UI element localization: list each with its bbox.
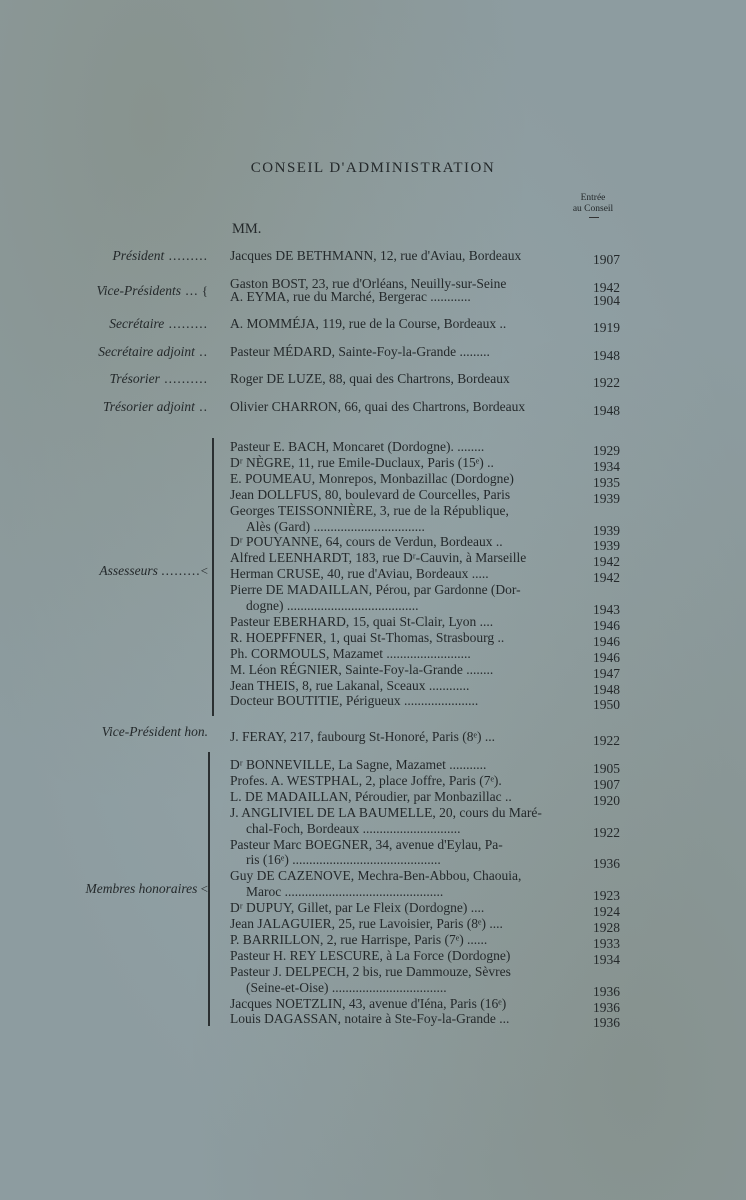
entry-year: 1922 (593, 733, 620, 748)
member-address: , Mechra-Ben-Abbou, Chaouia, (350, 868, 522, 884)
member-name: Dʳ DUPUY (230, 900, 291, 916)
member-address: , 25, rue Lavoisier, Paris (8ᵉ) .... (331, 916, 503, 931)
column-header-line1: Entrée (580, 193, 606, 203)
member-address: , 80, boulevard de Courcelles, Paris (318, 486, 511, 502)
member-name: Guy DE CAZENOVE (230, 868, 351, 884)
member-address: , 12, rue d'Aviau, Bordeaux (373, 248, 522, 263)
entry-line (230, 582, 586, 597)
role-dots: ......... (164, 248, 208, 263)
member-name: Roger DE LUZE (230, 371, 323, 386)
assesseurs-bracket (212, 438, 214, 716)
member-name: Pasteur E. BACH (230, 439, 326, 454)
entry-line (230, 964, 586, 979)
member-address: , 217, faubourg St-Honoré, Paris (8ᵉ) ... (283, 729, 495, 744)
member-address: , rue du Marché, Bergerac ............ (286, 289, 471, 304)
member-name: Profes. A. WESTPHAL (230, 772, 359, 788)
entry-year: 1942 (593, 280, 620, 295)
member-name: Pasteur H. REY LESCURE (230, 947, 380, 963)
entry-year: 1942 (593, 554, 620, 570)
role-dots: ......... (164, 316, 208, 331)
member-name: A. EYMA (230, 289, 287, 304)
member-name: P. BARRILLON (230, 931, 321, 947)
entry-line (230, 900, 586, 915)
member-name: Herman CRUSE (230, 566, 321, 582)
member-name: E. POUMEAU (230, 470, 312, 486)
entry-year: 1947 (593, 665, 620, 681)
member-address: , 66, quai des Chartrons, Bordeaux (337, 399, 526, 414)
entry-year: 1922 (593, 824, 620, 840)
member-address: , Pérou, par Gardonne (Dor- (368, 582, 521, 598)
member-name: J. ANGLIVIEL DE LA BAUMELLE (230, 804, 433, 820)
entry-year: 1939 (593, 490, 620, 506)
entry-line (246, 884, 586, 899)
membres-honoraires-bracket (208, 752, 210, 1026)
page-title: CONSEIL D'ADMINISTRATION (250, 160, 496, 176)
member-name: Jean DOLLFUS (230, 486, 319, 502)
role-0 (40, 248, 208, 264)
role-label: Vice-Présidents (96, 282, 181, 298)
assesseurs-role: Assesseurs .........< (99, 563, 208, 578)
member-address: , 43, avenue d'Iéna, Paris (16ᵉ) (342, 995, 507, 1011)
entry-line (230, 916, 586, 931)
member-name: Jacques DE BETHMANN (230, 248, 374, 263)
member-address: (Seine-et-Oise) .................................. (246, 979, 447, 995)
member-name: Dʳ NÈGRE (230, 454, 292, 470)
role-4 (40, 371, 208, 387)
entry-line (230, 837, 586, 852)
member-address: , Moncaret (Dordogne). ........ (325, 439, 485, 454)
role-label: Assesseurs (99, 563, 158, 578)
entry-line (246, 852, 586, 867)
salutation: MM. (232, 221, 262, 237)
member-address: , 88, quai des Chartrons, Bordeaux (322, 371, 510, 386)
member-address: , 15, quai St-Clair, Lyon .... (345, 613, 494, 629)
member-address: , 2 bis, rue Dammouze, Sèvres (345, 963, 511, 979)
member-name: Dʳ POUYANNE (230, 534, 319, 550)
entry-line (230, 646, 586, 661)
member-address: , à La Force (Dordogne) (379, 947, 511, 963)
member-address: , Gillet, par Le Fleix (Dordogne) .... (290, 900, 485, 916)
entry-year: 1948 (593, 681, 620, 697)
member-name: Jean THEIS (230, 677, 296, 693)
role-label: Trésorier adjoint (102, 399, 195, 414)
member-name: Dʳ BONNEVILLE (230, 757, 332, 772)
entry-line (230, 693, 586, 708)
column-header-line2: au Conseil (572, 204, 614, 214)
entry-year: 1907 (593, 252, 620, 267)
member-address: , Sainte-Foy-la-Grande ......... (331, 344, 490, 359)
member-name: M. Léon RÉGNIER (230, 661, 339, 677)
member-name: Gaston BOST (230, 276, 306, 291)
column-header (560, 193, 626, 215)
entry-line (230, 503, 586, 518)
membres-honoraires-role: Membres honoraires < (85, 881, 208, 896)
member-name: Jacques NOETZLIN (230, 995, 343, 1011)
column-header-rule (589, 217, 599, 218)
entry-line (230, 371, 586, 386)
entry-year: 1919 (593, 320, 620, 335)
entry-year: 1948 (593, 403, 620, 418)
entry-year: 1939 (593, 538, 620, 554)
entry-line (230, 455, 586, 470)
entry-line (246, 980, 586, 995)
member-address: Alès (Gard) ................................. (246, 518, 425, 534)
entry-line (230, 566, 586, 581)
entry-year: 1934 (593, 458, 620, 474)
member-name: Louis DAGASSAN (230, 1011, 338, 1027)
member-name: J. FERAY (230, 729, 284, 744)
member-name: Pasteur MÉDARD (230, 344, 332, 359)
member-name: Georges TEISSONNIÈRE (230, 502, 374, 518)
member-name: A. MOMMÉJA (230, 316, 316, 331)
entry-year: 1946 (593, 617, 620, 633)
member-address: , Mazamet ......................... (326, 645, 471, 661)
entry-line (230, 550, 586, 565)
role-3 (40, 344, 208, 360)
entry-line (230, 316, 586, 331)
entry-line (230, 439, 586, 454)
entry-year: 1936 (593, 983, 620, 999)
entry-year: 1929 (593, 443, 620, 458)
role-1: Vice-Présidents ... { (96, 282, 208, 298)
member-name: Pierre DE MADAILLAN (230, 582, 369, 598)
entry-year: 1922 (593, 375, 620, 390)
entry-year: 1948 (593, 348, 620, 363)
role-2 (40, 316, 208, 332)
entry-year: 1935 (593, 474, 620, 490)
member-address: , Périgueux ...................... (339, 693, 479, 709)
entry-line (230, 630, 586, 645)
member-address: , 2, place Joffre, Paris (7ᵉ). (358, 772, 502, 788)
member-name: R. HOEPFFNER (230, 629, 324, 645)
member-name: Pasteur J. DELPECH (230, 963, 346, 979)
entry-line (246, 519, 586, 534)
entry-year: 1928 (593, 920, 620, 935)
member-name: Docteur BOUTITIE (230, 693, 340, 709)
member-address: , 119, rue de la Course, Bordeaux .. (315, 316, 507, 331)
member-name: Jean JALAGUIER (230, 916, 332, 931)
member-name: Alfred LEENHARDT (230, 550, 349, 566)
role-dots: ......... (161, 563, 201, 578)
member-address: , notaire à Ste-Foy-la-Grande ... (337, 1011, 510, 1027)
member-name: Pasteur EBERHARD (230, 613, 346, 629)
member-address: , Monrepos, Monbazillac (Dordogne) (311, 470, 514, 486)
entry-year: 1950 (593, 697, 620, 713)
entry-year: 1942 (593, 570, 620, 586)
member-address: , 3, rue de la République, (373, 502, 509, 518)
member-name: Ph. CORMOULS (230, 645, 327, 661)
role-label: Secrétaire (109, 316, 165, 331)
entry-line (230, 932, 586, 947)
role-dots: .. (194, 399, 208, 414)
entry-year: 1943 (593, 602, 620, 617)
entry-line (230, 248, 586, 263)
entry-year: 1936 (593, 999, 620, 1015)
entry-year: 1920 (593, 792, 620, 808)
member-address: , La Sagne, Mazamet ........... (331, 757, 487, 772)
entry-year: 1924 (593, 904, 620, 920)
member-address: , 23, rue d'Orléans, Neuilly-sur-Seine (305, 276, 507, 291)
entry-line (230, 789, 586, 804)
member-address: , Sainte-Foy-la-Grande ........ (338, 661, 494, 677)
vice-president-hon-role (40, 724, 208, 740)
entry-line (230, 1011, 586, 1026)
entry-year: 1946 (593, 633, 620, 649)
member-address: , 8, rue Lakanal, Sceaux ............ (295, 677, 470, 693)
entry-line (230, 662, 586, 677)
entry-line (230, 996, 586, 1011)
role-label: Vice-Président hon. (101, 724, 208, 739)
role-dots: ... (181, 282, 199, 298)
entry-year: 1939 (593, 522, 620, 538)
member-name: L. DE MADAILLAN (230, 788, 349, 804)
member-name: Pasteur Marc BOEGNER (230, 836, 369, 852)
member-address: dogne) ....................................... (246, 598, 419, 613)
entry-year: 1905 (593, 761, 620, 776)
member-address: , 11, rue Emile-Duclaux, Paris (15ᵉ) .. (291, 454, 494, 470)
entry-line (230, 344, 586, 359)
entry-line (230, 614, 586, 629)
role-label: Trésorier (109, 371, 160, 386)
member-address: chal-Foch, Bordeaux ............................. (246, 820, 461, 836)
entry-year: 1934 (593, 951, 620, 967)
entry-year: 1936 (593, 856, 620, 872)
entry-line (230, 805, 586, 820)
member-address: , 40, rue d'Aviau, Bordeaux ..... (320, 566, 489, 582)
member-address: , 2, rue Harrispe, Paris (7ᵉ) ...... (320, 931, 488, 947)
role-label: Secrétaire adjoint (98, 344, 195, 359)
member-address: , 20, cours du Maré- (432, 804, 542, 820)
entry-line (230, 534, 586, 549)
member-address: , Péroudier, par Monbazillac .. (348, 788, 512, 804)
entry-line (246, 821, 586, 836)
entry-year: 1936 (593, 1015, 620, 1031)
entry-line (246, 598, 586, 613)
role-dots: .......... (159, 371, 208, 386)
entry-line (230, 729, 586, 744)
member-address: ris (16ᵉ) ............................................ (246, 852, 441, 868)
entry-year: 1923 (593, 888, 620, 904)
entry-line (230, 399, 586, 414)
entry-line (230, 678, 586, 693)
role-label: Membres honoraires (85, 881, 198, 896)
entry-year: 1904 (593, 293, 620, 308)
member-address: , 183, rue Dʳ-Cauvin, à Marseille (348, 550, 527, 566)
member-name: Olivier CHARRON (230, 399, 338, 414)
role-label: Président (112, 248, 165, 263)
member-address: , 64, cours de Verdun, Bordeaux .. (318, 534, 503, 550)
entry-line (230, 868, 586, 883)
member-address: , 34, avenue d'Eylau, Pa- (368, 836, 503, 852)
entry-year: 1946 (593, 649, 620, 665)
entry-line (230, 757, 586, 772)
entry-line (230, 471, 586, 486)
role-dots: .. (194, 344, 208, 359)
member-address: Maroc ............................................... (246, 884, 444, 900)
role-5 (40, 399, 208, 415)
member-address: , 1, quai St-Thomas, Strasbourg .. (323, 629, 505, 645)
entry-year: 1933 (593, 935, 620, 951)
entry-line (230, 773, 586, 788)
entry-line (230, 948, 586, 963)
entry-line (230, 487, 586, 502)
entry-line (230, 289, 586, 304)
entry-year: 1907 (593, 776, 620, 792)
